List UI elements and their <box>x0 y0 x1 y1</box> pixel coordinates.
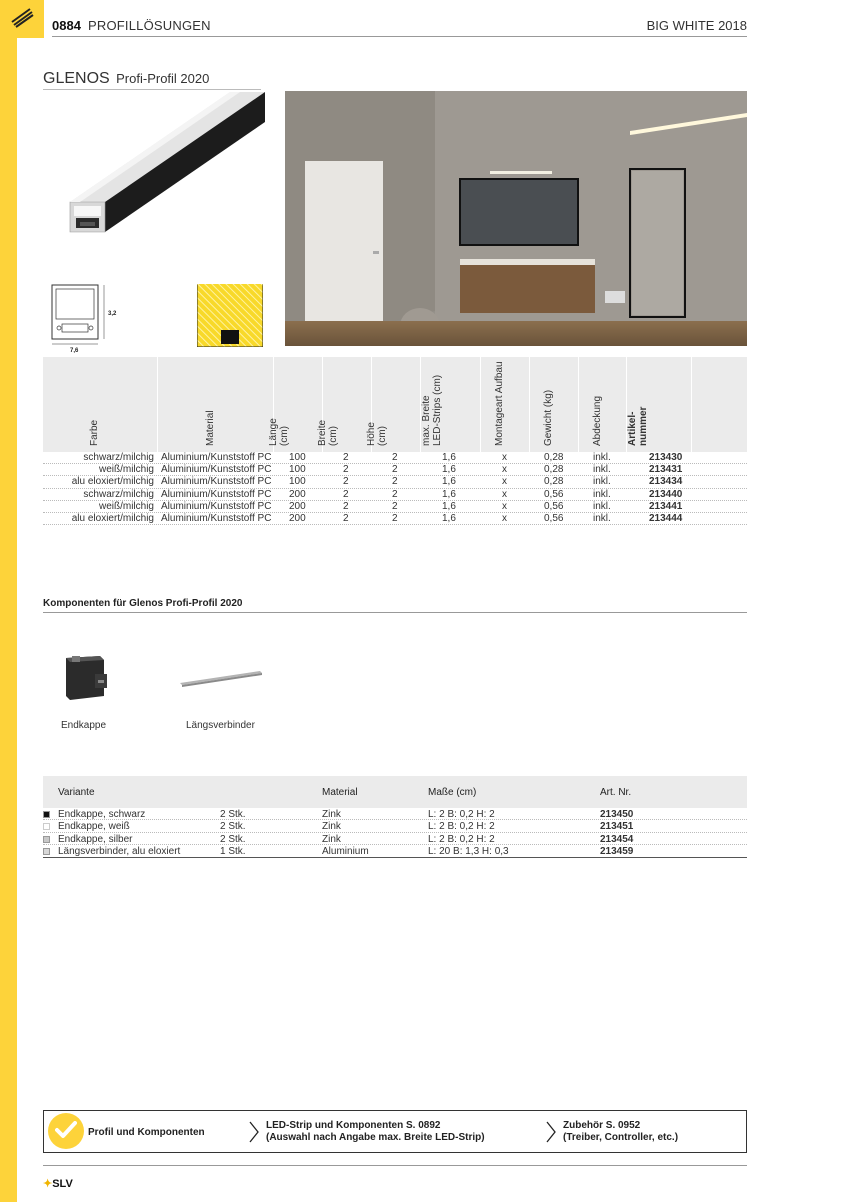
cell-menge: 1 Stk. <box>220 846 246 858</box>
col-led <box>421 357 481 452</box>
cell-masse: L: 2 B: 0,2 H: 2 <box>428 809 495 820</box>
color-swatch <box>43 836 50 843</box>
cell-farbe: alu eloxiert/milchig <box>71 512 154 524</box>
led-strip-reference-line1: LED-Strip und Komponenten S. 0892 <box>266 1120 441 1131</box>
cell-montage: x <box>502 488 507 500</box>
cell-led: 1,6 <box>442 500 456 512</box>
color-swatch <box>43 823 50 830</box>
cell-artikel: 213441 <box>649 500 683 512</box>
table-row <box>43 513 747 525</box>
cell-comp-material: Zink <box>322 821 341 833</box>
dim-width-label: 7,6 <box>70 348 79 354</box>
col-abdeckung <box>579 357 627 452</box>
table-row <box>43 833 747 845</box>
cell-farbe: weiß/milchig <box>98 464 154 476</box>
section-title: PROFILLÖSUNGEN <box>88 18 211 33</box>
cell-hoehe: 2 <box>392 452 398 463</box>
cell-breite: 2 <box>343 452 349 463</box>
col-material <box>158 357 274 452</box>
spec-table-header <box>43 357 747 452</box>
cell-breite: 2 <box>343 500 349 512</box>
color-swatch <box>43 848 50 855</box>
cell-abdeckung: inkl. <box>593 452 611 463</box>
side-accent-bar <box>0 0 17 1202</box>
cross-section-drawing <box>46 282 126 354</box>
cell-montage: x <box>502 512 507 524</box>
cell-gewicht: 0,28 <box>544 452 564 463</box>
connector-image <box>178 667 264 691</box>
cell-abdeckung: inkl. <box>593 500 611 512</box>
cell-artikel: 213430 <box>649 452 683 463</box>
check-icon <box>48 1113 84 1149</box>
cell-montage: x <box>502 464 507 476</box>
cell-farbe: alu eloxiert/milchig <box>71 476 154 488</box>
cell-montage: x <box>502 452 507 463</box>
cell-abdeckung: inkl. <box>593 512 611 524</box>
header-artnr: Art. Nr. <box>600 787 632 798</box>
cell-material: Aluminium/Kunststoff PC <box>161 500 272 512</box>
connector-label: Längsverbinder <box>186 720 255 731</box>
header-artikel: Artikel- nummer <box>627 406 649 446</box>
cell-material: Aluminium/Kunststoff PC <box>161 488 272 500</box>
components-title: Komponenten für Glenos Profi-Profil 2020 <box>43 598 243 609</box>
cell-montage: x <box>502 476 507 488</box>
cell-abdeckung: inkl. <box>593 464 611 476</box>
cell-menge: 2 Stk. <box>220 833 246 845</box>
cell-farbe: schwarz/milchig <box>83 452 154 463</box>
cell-artnr: 213454 <box>600 833 634 845</box>
col-laenge <box>268 357 323 452</box>
col-hoehe <box>366 357 421 452</box>
brand-logo <box>43 1177 73 1190</box>
cell-material: Aluminium/Kunststoff PC <box>161 464 272 476</box>
cell-farbe: schwarz/milchig <box>83 488 154 500</box>
cell-masse: L: 2 B: 0,2 H: 2 <box>428 833 495 845</box>
col-montage <box>481 357 530 452</box>
cell-variante: Endkappe, silber <box>58 833 133 845</box>
spec-table-body <box>43 452 747 525</box>
cell-material: Aluminium/Kunststoff PC <box>161 476 272 488</box>
table-row <box>43 464 747 476</box>
cell-farbe: weiß/milchig <box>98 500 154 512</box>
color-swatch <box>43 811 50 818</box>
product-subtitle: Profi-Profil 2020 <box>116 71 210 86</box>
profile-section-icon <box>10 6 34 28</box>
components-table-body <box>43 808 747 858</box>
components-divider <box>43 612 747 613</box>
cell-led: 1,6 <box>442 464 456 476</box>
components-table-header <box>43 776 747 808</box>
cell-breite: 2 <box>343 512 349 524</box>
header-laenge: Länge (cm) <box>268 418 290 446</box>
reference-box <box>43 1110 747 1153</box>
endcap-image <box>62 652 107 704</box>
header-gewicht: Gewicht (kg) <box>543 389 554 446</box>
cell-gewicht: 0,28 <box>544 476 564 488</box>
footer-divider <box>43 1165 747 1166</box>
table-row <box>43 820 747 832</box>
table-row <box>43 501 747 513</box>
header-material: Material <box>204 410 216 446</box>
cell-gewicht: 0,28 <box>544 464 564 476</box>
cell-gewicht: 0,56 <box>544 500 564 512</box>
page-header <box>52 17 747 37</box>
cell-artikel: 213444 <box>649 512 683 524</box>
dim-height-label: 3,2 <box>108 311 117 317</box>
cell-comp-material: Zink <box>322 809 341 820</box>
cell-led: 1,6 <box>442 476 456 488</box>
cell-hoehe: 2 <box>392 488 398 500</box>
cell-comp-material: Zink <box>322 833 341 845</box>
cell-artikel: 213431 <box>649 464 683 476</box>
header-farbe: Farbe <box>89 419 100 446</box>
title-divider <box>43 89 261 90</box>
accessories-reference[interactable] <box>563 1120 678 1144</box>
cell-artnr: 213451 <box>600 821 634 833</box>
cell-breite: 2 <box>343 476 349 488</box>
catalog-name: BIG WHITE 2018 <box>646 18 747 33</box>
bathroom-application-photo <box>285 91 747 346</box>
cell-laenge: 100 <box>289 452 306 463</box>
accessories-reference-line1: Zubehör S. 0952 <box>563 1120 641 1131</box>
cell-abdeckung: inkl. <box>593 488 611 500</box>
cell-gewicht: 0,56 <box>544 488 564 500</box>
cell-comp-material: Aluminium <box>322 846 369 858</box>
col-breite <box>317 357 372 452</box>
cell-breite: 2 <box>343 464 349 476</box>
page-number: 0884 <box>52 18 81 33</box>
cell-led: 1,6 <box>442 452 456 463</box>
col-gewicht <box>530 357 579 452</box>
header-variante: Variante <box>58 787 95 798</box>
table-row <box>43 489 747 501</box>
brand-name: SLV <box>52 1178 73 1190</box>
chevron-right-icon <box>249 1121 259 1143</box>
cell-artnr: 213459 <box>600 846 634 858</box>
catalog-badge <box>0 0 44 38</box>
cell-hoehe: 2 <box>392 500 398 512</box>
cell-hoehe: 2 <box>392 476 398 488</box>
led-strip-reference[interactable] <box>266 1120 485 1144</box>
star-icon: ✦ <box>43 1178 53 1190</box>
cell-masse: L: 2 B: 0,2 H: 2 <box>428 821 495 833</box>
cell-laenge: 100 <box>289 476 306 488</box>
product-name: GLENOS <box>43 70 110 87</box>
table-row <box>43 476 747 488</box>
cell-gewicht: 0,56 <box>544 512 564 524</box>
table-row <box>43 845 747 857</box>
cell-masse: L: 20 B: 1,3 H: 0,3 <box>428 846 509 858</box>
header-hoehe: Höhe (cm) <box>366 422 388 446</box>
light-distribution-diagram <box>197 284 263 347</box>
cell-material: Aluminium/Kunststoff PC <box>161 452 272 463</box>
accessories-reference-line2: (Treiber, Controller, etc.) <box>563 1132 679 1143</box>
cell-variante: Endkappe, schwarz <box>58 809 146 820</box>
cell-led: 1,6 <box>442 512 456 524</box>
cell-hoehe: 2 <box>392 512 398 524</box>
endcap-label: Endkappe <box>61 720 107 731</box>
col-farbe <box>43 357 158 452</box>
cell-led: 1,6 <box>442 488 456 500</box>
cell-artikel: 213434 <box>649 476 683 488</box>
cell-material: Aluminium/Kunststoff PC <box>161 512 272 524</box>
header-led: max. Breite LED-Strips (cm) <box>420 374 443 446</box>
cell-artikel: 213440 <box>649 488 683 500</box>
cell-breite: 2 <box>343 488 349 500</box>
header-breite: Breite (cm) <box>317 419 339 446</box>
cell-laenge: 200 <box>289 488 306 500</box>
header-montage: Montageart Aufbau <box>494 361 505 446</box>
product-title <box>43 70 209 88</box>
profile-product-image <box>60 92 265 240</box>
cell-abdeckung: inkl. <box>593 476 611 488</box>
cell-variante: Längsverbinder, alu eloxiert <box>58 846 181 858</box>
header-comp-material: Material <box>322 787 358 798</box>
profile-components-label: Profil und Komponenten <box>88 1127 205 1138</box>
cell-hoehe: 2 <box>392 464 398 476</box>
table-row <box>43 808 747 820</box>
cell-menge: 2 Stk. <box>220 809 246 820</box>
cell-montage: x <box>502 500 507 512</box>
led-strip-reference-line2: (Auswahl nach Angabe max. Breite LED-Strip) <box>266 1132 485 1143</box>
header-abdeckung: Abdeckung <box>591 395 603 446</box>
cell-laenge: 100 <box>289 464 306 476</box>
cell-variante: Endkappe, weiß <box>58 821 130 833</box>
cell-laenge: 200 <box>289 512 306 524</box>
cell-menge: 2 Stk. <box>220 821 246 833</box>
col-artikel <box>627 357 692 452</box>
cell-laenge: 200 <box>289 500 306 512</box>
header-masse: Maße (cm) <box>428 787 477 798</box>
cell-artnr: 213450 <box>600 809 634 820</box>
table-row <box>43 452 747 464</box>
chevron-right-icon <box>546 1121 556 1143</box>
